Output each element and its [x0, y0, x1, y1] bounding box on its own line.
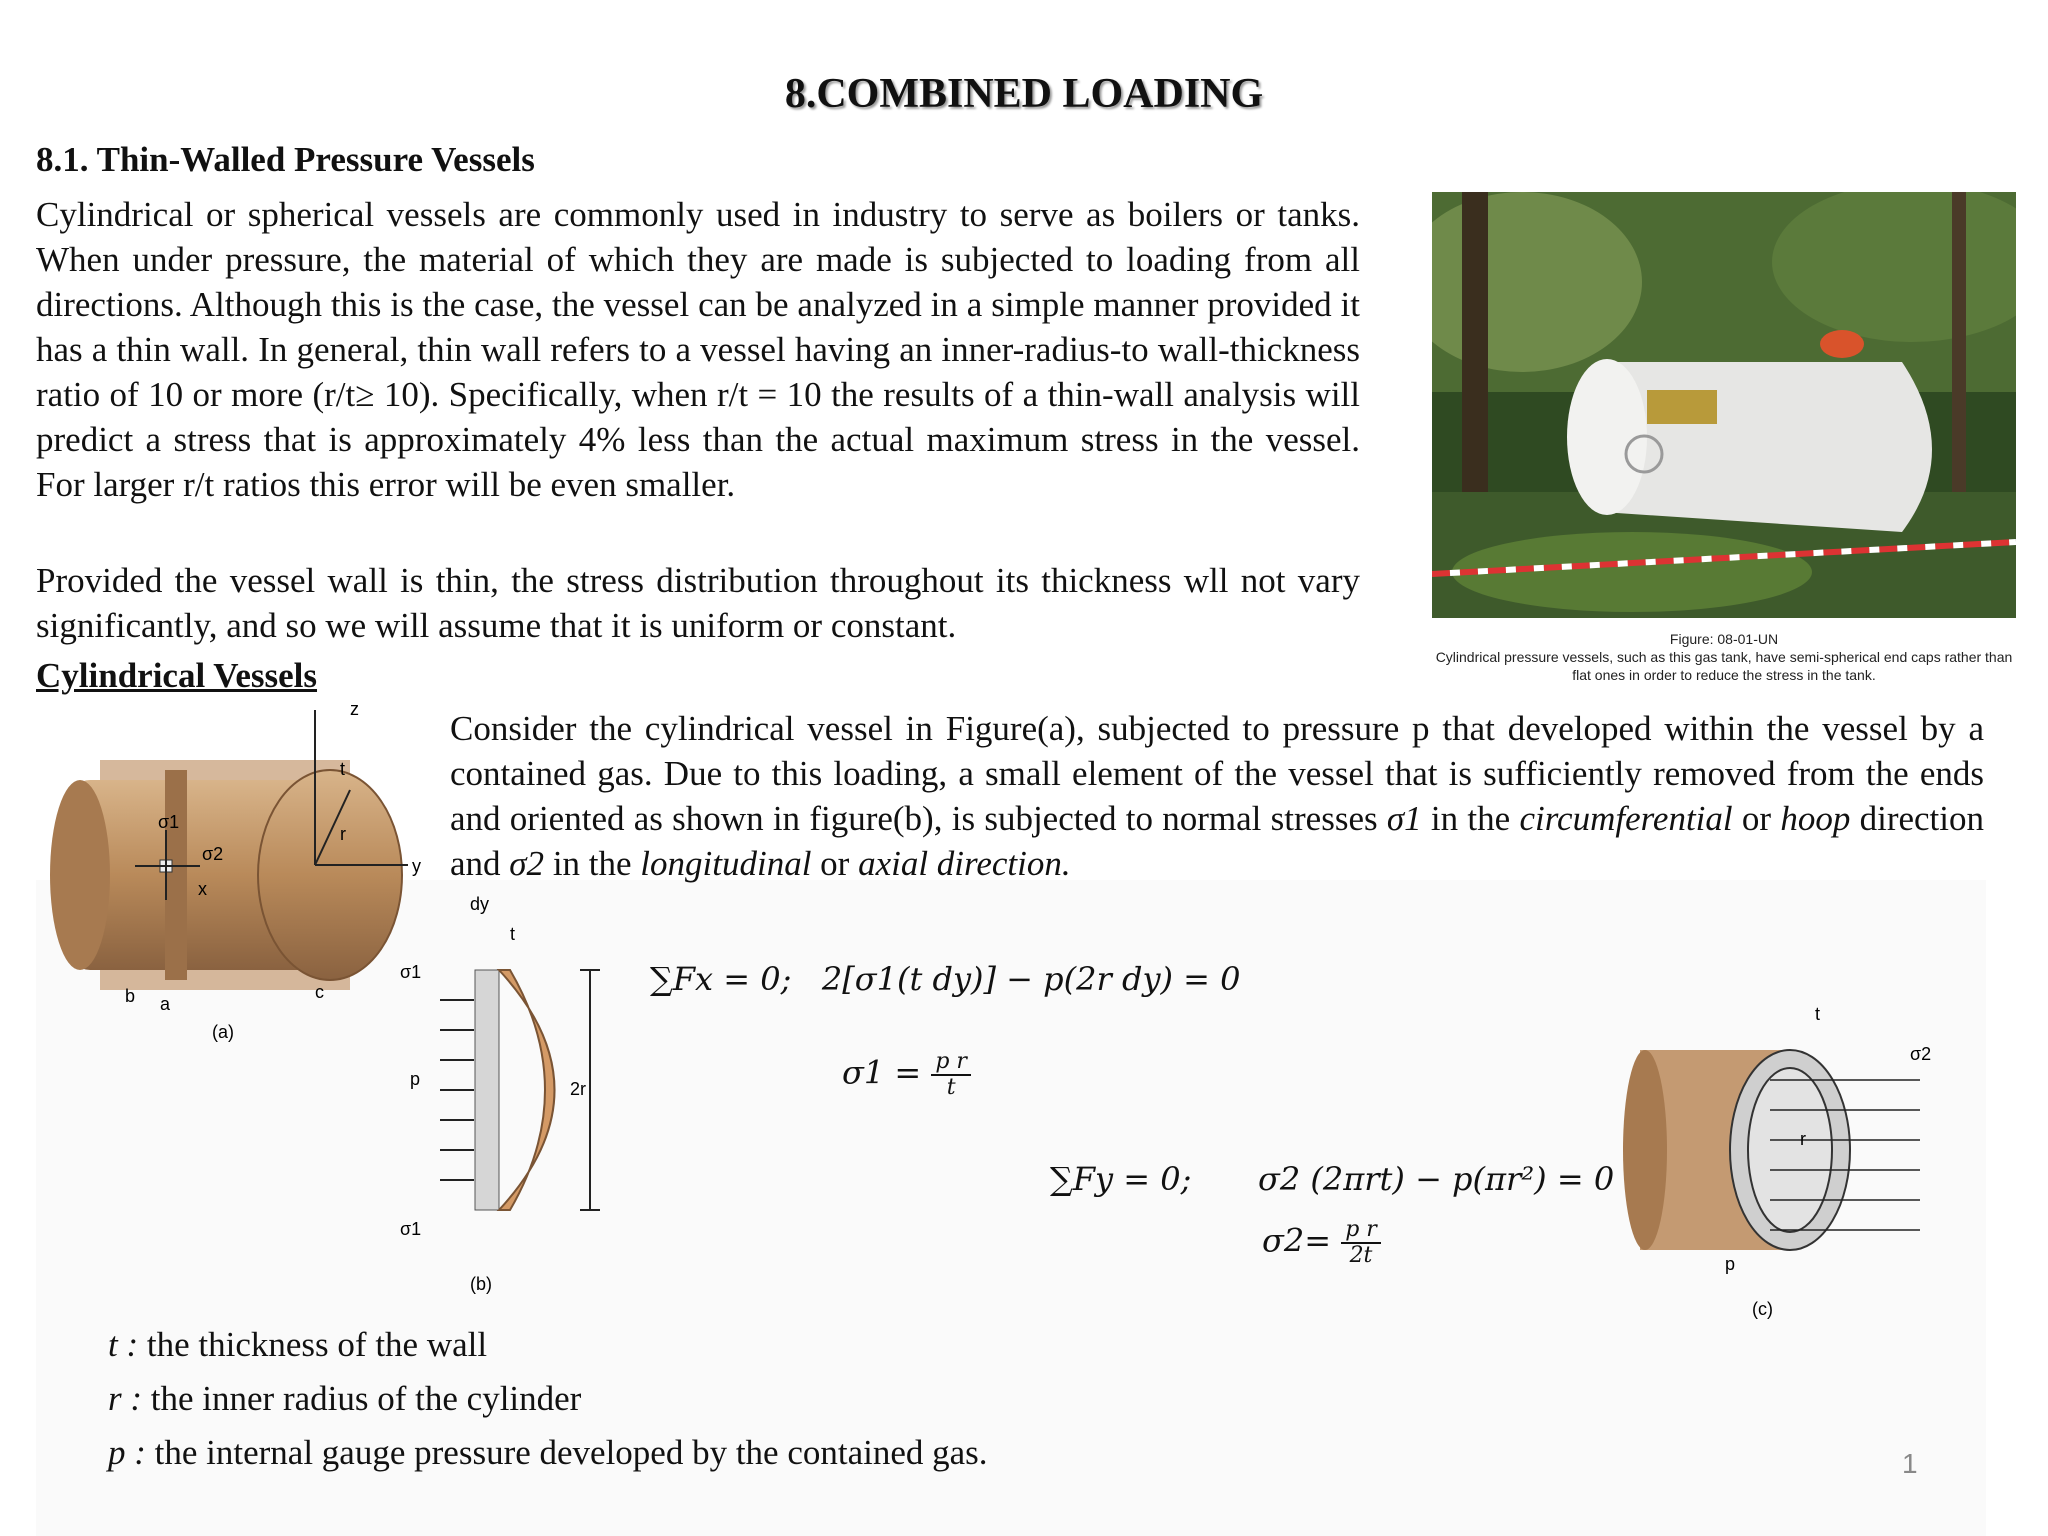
equation-sum-fy: ∑Fy = 0;: [1050, 1160, 1192, 1198]
definition-p: p : the internal gauge pressure developed by the contained gas.: [108, 1433, 988, 1472]
figure-b-element: [380, 890, 620, 1300]
fig-a-r-label: r: [340, 824, 346, 844]
gas-tank-photo: [1432, 192, 2016, 618]
equation-fy-balance: σ2 (2πrt) − p(πr²) = 0: [1258, 1160, 1615, 1198]
sigma2-symbol: σ2: [509, 844, 545, 883]
page-number: 1: [1902, 1448, 1918, 1479]
equation-sum-fx: ∑Fx = 0; 2[σ1(t dy)] − p(2r dy) = 0: [650, 960, 1241, 998]
fig-a-a-label: a: [160, 994, 171, 1014]
section-heading: 8.1. Thin-Walled Pressure Vessels: [36, 140, 535, 179]
page-title: 8.COMBINED LOADING: [784, 71, 1264, 117]
figure-id: Figure: 08-01-UN: [1669, 631, 1779, 647]
cylindrical-vessels-heading: Cylindrical Vessels: [36, 656, 318, 695]
definitions-list: [108, 1318, 988, 1480]
sigma1-symbol: σ1: [1386, 799, 1422, 838]
fig-b-caption: (b): [470, 1274, 492, 1294]
fig-b-t-label: t: [510, 924, 516, 944]
definition-t: t : the thickness of the wall: [108, 1325, 488, 1364]
equation-sigma1: σ1 = $\frac{\text{p r}}{t}$: [842, 1050, 971, 1100]
fig-b-sigma1-bottom: σ1: [400, 1219, 422, 1239]
fig-c-sigma2-label: σ2: [1910, 1044, 1932, 1064]
intro-paragraph: Cylindrical or spherical vessels are commonly used in industry to serve as boilers or tanks. When under pressure, the material of which they are made is subjected to loading from all directions. Although this is the case, the vessel can be analyzed in a simple manner provided it has a thin wall. In general, thin wall refers to a vessel having an inner-radius-to wall-thickness ratio of 10 or more (r/t≥ 10). Specifically, when r/t = 10 the results of a thin-wall analysis will predict a stress that is approximately 4% less than the actual maximum stress in the vessel. For larger r/t ratios this error will be even smaller.: [36, 195, 1360, 504]
caption-text: Cylindrical pressure vessels, such as this gas tank, have semi-spherical end caps rather than flat ones in order to reduce the stress in the tank.: [1435, 649, 2013, 683]
fig-a-caption: (a): [212, 1022, 234, 1042]
fig-a-sigma1-label: σ1: [158, 812, 180, 832]
fig-a-b-label: b: [125, 986, 136, 1006]
figure-c-section: [1620, 1000, 1950, 1330]
fig-b-sigma1-top: σ1: [400, 962, 422, 982]
fig-a-y-label: y: [412, 856, 421, 876]
thin-wall-paragraph: Provided the vessel wall is thin, the stress distribution throughout its thickness wll not vary significantly, and so we will assume that it is uniform or constant.: [36, 561, 1360, 645]
cylinder-description-paragraph: Consider the cylindrical vessel in Figure(a), subjected to pressure p that developed within the vessel by a contained gas. Due to this loading, a small element of the vessel that is sufficiently removed from the ends and oriented as shown in figure(b), is subjected to normal stresses σ1 in the circumferential or hoop direction and σ2 in the longitudinal or axial direction.: [450, 709, 1985, 883]
fig-a-z-label: z: [350, 700, 359, 719]
fig-c-p-label: p: [1725, 1254, 1736, 1274]
fig-a-c-label: c: [315, 982, 324, 1002]
fig-c-caption: (c): [1752, 1299, 1773, 1319]
fig-c-r-label: r: [1800, 1129, 1806, 1149]
fig-b-dy-label: dy: [470, 894, 490, 914]
fig-b-2r-label: 2r: [570, 1079, 587, 1099]
definition-r: r : the inner radius of the cylinder: [108, 1379, 582, 1418]
fig-c-t-label: t: [1815, 1004, 1821, 1024]
fig-a-x-label: x: [198, 879, 207, 899]
fig-b-p-label: p: [410, 1069, 421, 1089]
fig-a-t-label: t: [340, 759, 346, 779]
fig-a-sigma2-label: σ2: [202, 844, 224, 864]
equation-sigma2: σ2= $\frac{\text{p r}}{2t}$: [1262, 1218, 1381, 1268]
photo-caption: [1432, 630, 2016, 684]
